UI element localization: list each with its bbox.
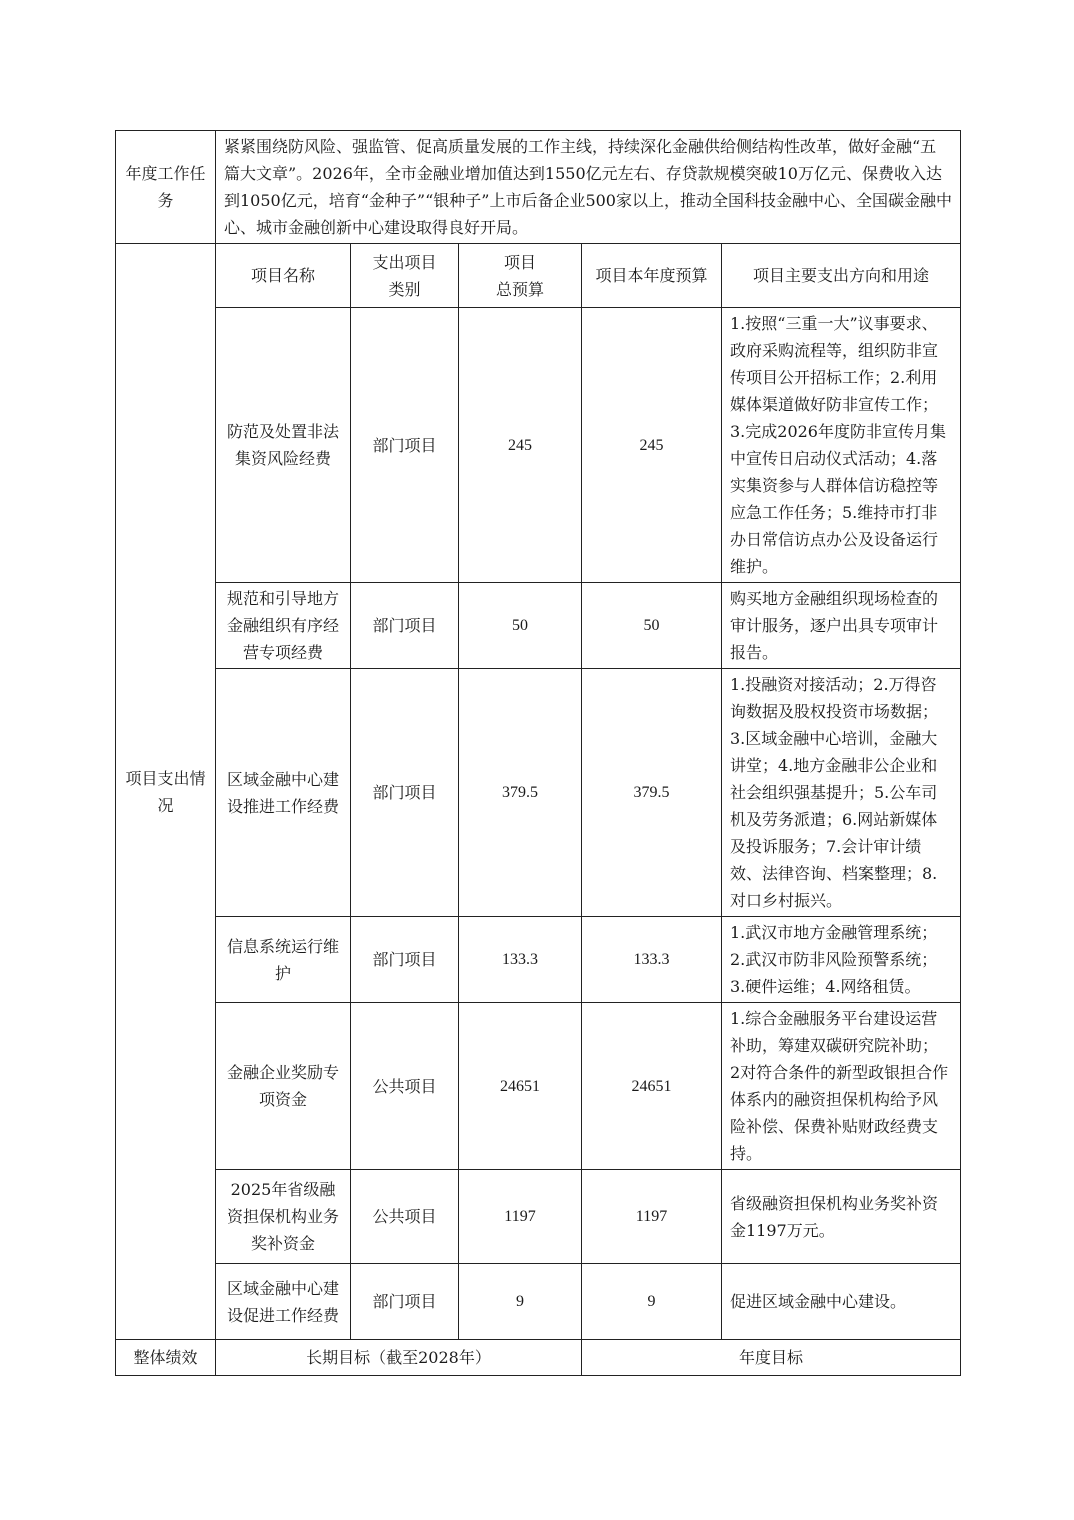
header-total-line1: 项目 xyxy=(503,252,536,272)
budget-table xyxy=(115,130,961,1376)
project-name: 规范和引导地方金融组织有序经营专项经费 xyxy=(216,583,351,669)
project-purpose xyxy=(722,1003,961,1170)
project-name: 防范及处置非法集资风险经费 xyxy=(216,308,351,583)
project-category: 部门项目 xyxy=(351,583,459,669)
header-total xyxy=(459,244,582,308)
project-category: 部门项目 xyxy=(351,1264,459,1340)
project-purpose: 促进区域金融中心建设。 xyxy=(722,1264,961,1340)
table-row xyxy=(116,308,961,583)
project-purpose-line2: 2对符合条件的新型政银担合作体系内的融资担保机构给予风险补偿、保费补贴财政经费支持。 xyxy=(730,1063,949,1163)
project-purpose-line1: 1.综合金融服务平台建设运营补助，筹建双碳研究院补助； xyxy=(730,1009,939,1055)
project-purpose: 省级融资担保机构业务奖补资金1197万元。 xyxy=(722,1170,961,1264)
header-category xyxy=(351,244,459,308)
project-annual: 1197 xyxy=(582,1170,722,1264)
project-purpose: 1.按照“三重一大”议事要求、政府采购流程等，组织防非宣传项目公开招标工作；2.利用媒体渠道做好防非宣传工作；3.完成2026年度防非宣传月集中宣传日启动仪式活动；4.落实集资参与人群体信访稳控等应急工作任务；5.维持市打非办日常信访点办公及设备运行维护。 xyxy=(722,308,961,583)
header-name: 项目名称 xyxy=(216,244,351,308)
header-category-line1: 支出项目 xyxy=(372,252,437,272)
project-total: 50 xyxy=(459,583,582,669)
project-name: 金融企业奖励专项资金 xyxy=(216,1003,351,1170)
table-row xyxy=(116,669,961,917)
table-row xyxy=(116,583,961,669)
project-category: 公共项目 xyxy=(351,1003,459,1170)
project-annual: 24651 xyxy=(582,1003,722,1170)
performance-row xyxy=(116,1340,961,1376)
project-name: 区域金融中心建设促进工作经费 xyxy=(216,1264,351,1340)
long-term-goal: 长期目标（截至2028年） xyxy=(216,1340,582,1376)
performance-label: 整体绩效 xyxy=(116,1340,216,1376)
project-purpose: 1.投融资对接活动；2.万得咨询数据及股权投资市场数据；3.区域金融中心培训，金融大讲堂；4.地方金融非公企业和社会组织强基提升；5.公车司机及劳务派遣；6.网站新媒体及投诉服务；7.会计审计绩效、法律咨询、档案整理；8.对口乡村振兴。 xyxy=(722,669,961,917)
header-total-line2: 总预算 xyxy=(495,279,544,299)
project-category: 部门项目 xyxy=(351,308,459,583)
task-text: 紧紧围绕防风险、强监管、促高质量发展的工作主线，持续深化金融供给侧结构性改革，做好金融“五篇大文章”。2026年，全市金融业增加值达到1550亿元左右、存贷款规模突破10万亿元、保费收入达到1050亿元，培育“金种子”“银种子”上市后备企业500家以上，推动全国科技金融中心、全国碳金融中心、城市金融创新中心建设取得良好开局。 xyxy=(216,131,961,244)
project-category: 部门项目 xyxy=(351,917,459,1003)
table-row xyxy=(116,1264,961,1340)
project-name: 区域金融中心建设推进工作经费 xyxy=(216,669,351,917)
project-category: 部门项目 xyxy=(351,669,459,917)
project-purpose: 购买地方金融组织现场检查的审计服务，逐户出具专项审计报告。 xyxy=(722,583,961,669)
project-total: 24651 xyxy=(459,1003,582,1170)
project-total: 9 xyxy=(459,1264,582,1340)
project-name: 信息系统运行维护 xyxy=(216,917,351,1003)
task-label: 年度工作任务 xyxy=(116,131,216,244)
table-row xyxy=(116,1003,961,1170)
project-purpose: 1.武汉市地方金融管理系统；2.武汉市防非风险预警系统；3.硬件运维；4.网络租赁。 xyxy=(722,917,961,1003)
project-annual: 379.5 xyxy=(582,669,722,917)
project-category: 公共项目 xyxy=(351,1170,459,1264)
header-category-line2: 类别 xyxy=(388,279,421,299)
header-purpose: 项目主要支出方向和用途 xyxy=(722,244,961,308)
project-annual: 9 xyxy=(582,1264,722,1340)
project-annual: 50 xyxy=(582,583,722,669)
header-annual: 项目本年度预算 xyxy=(582,244,722,308)
project-section-label: 项目支出情况 xyxy=(116,244,216,1340)
project-name: 2025年省级融资担保机构业务奖补资金 xyxy=(216,1170,351,1264)
annual-goal: 年度目标 xyxy=(582,1340,961,1376)
project-annual: 245 xyxy=(582,308,722,583)
project-total: 133.3 xyxy=(459,917,582,1003)
table-row xyxy=(116,917,961,1003)
project-total: 1197 xyxy=(459,1170,582,1264)
project-annual: 133.3 xyxy=(582,917,722,1003)
table-row xyxy=(116,1170,961,1264)
project-total: 245 xyxy=(459,308,582,583)
project-total: 379.5 xyxy=(459,669,582,917)
task-row xyxy=(116,131,961,244)
project-header-row xyxy=(116,244,961,308)
